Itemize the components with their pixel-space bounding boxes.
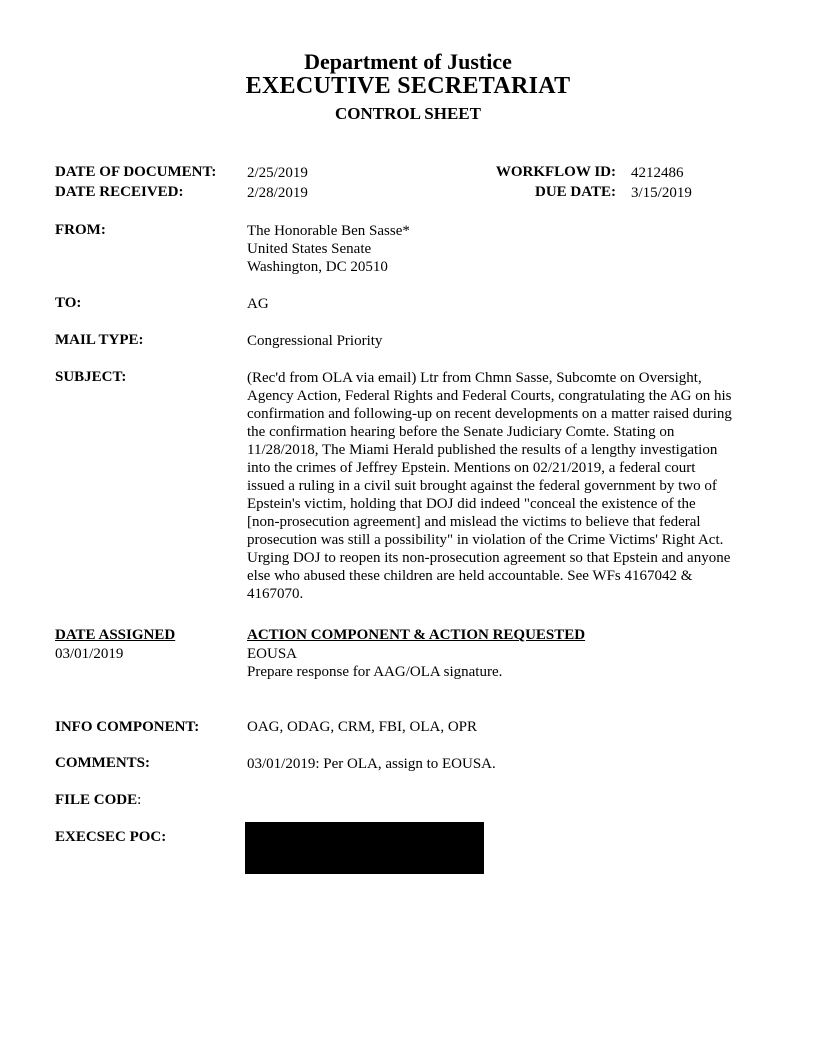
subject-label: SUBJECT: [55, 369, 127, 385]
sheet-title: CONTROL SHEET [335, 104, 481, 123]
subject-line: 4167070. [247, 586, 304, 602]
office-title: EXECUTIVE SECRETARIAT [245, 73, 571, 99]
from-address [247, 222, 410, 276]
subject-line: the confirmation hearing before the Senate Judiciary Comte. Stating on [247, 424, 675, 440]
date-received-value: 2/28/2019 [247, 185, 308, 201]
subject-line: issued a ruling in a civil suit brought against the federal government by two of [247, 478, 717, 494]
file-code-label: FILE CODE [55, 792, 138, 808]
to-value: AG [247, 296, 269, 312]
department-title: Department of Justice [304, 49, 512, 74]
subject-line: [non-prosecution agreement] and mislead the victims to believe that federal [247, 514, 701, 530]
workflow-id-label: WORKFLOW ID: [495, 164, 616, 180]
action-request: Prepare response for AAG/OLA signature. [247, 664, 503, 680]
mail-type-value: Congressional Priority [247, 333, 383, 349]
action-label: ACTION COMPONENT & ACTION REQUESTED [247, 627, 586, 643]
date-received-label: DATE RECEIVED: [55, 184, 184, 200]
subject-line: prosecution was still a possibility" in violation of the Crime Victims' Right Act. [247, 532, 724, 548]
from-label: FROM: [55, 222, 106, 238]
subject-line: Agency Action, Federal Rights and Federal Courts, congratulating the AG on his [247, 388, 732, 404]
redaction-box [245, 822, 484, 874]
subject-line: (Rec'd from OLA via email) Ltr from Chmn Sasse, Subcomte on Oversight, [247, 370, 702, 386]
info-component-label: INFO COMPONENT: [55, 719, 200, 735]
date-assigned-value: 03/01/2019 [55, 646, 124, 662]
subject-line: Urging DOJ to reopen its non-prosecution agreement so that Epstein and anyone [247, 550, 731, 566]
workflow-id-value: 4212486 [631, 165, 684, 181]
comments-value: 03/01/2019: Per OLA, assign to EOUSA. [247, 756, 496, 772]
from-line: United States Senate [247, 241, 372, 257]
date-of-document-label: DATE OF DOCUMENT: [55, 164, 217, 180]
subject-line: else who abused these children are held accountable. See WFs 4167042 & [247, 568, 693, 584]
file-code-colon: : [137, 792, 142, 808]
execsec-poc-label: EXECSEC POC: [55, 829, 167, 845]
file-code-label-wrapper [55, 791, 141, 810]
from-line: Washington, DC 20510 [247, 259, 388, 275]
info-component-value: OAG, ODAG, CRM, FBI, OLA, OPR [247, 719, 478, 735]
from-line: The Honorable Ben Sasse* [247, 223, 410, 239]
date-of-document-value: 2/25/2019 [247, 165, 308, 181]
mail-type-label: MAIL TYPE: [55, 332, 144, 348]
comments-label: COMMENTS: [55, 755, 150, 771]
subject-line: 11/28/2018, The Miami Herald published the results of a lengthy investigation [247, 442, 718, 458]
action-component: EOUSA [247, 646, 298, 662]
date-assigned-label: DATE ASSIGNED [55, 627, 176, 643]
subject-line: into the crimes of Jeffrey Epstein. Mentions on 02/21/2019, a federal court [247, 460, 696, 476]
subject-line: confirmation and following-up on recent developments on a matter raised during [247, 406, 732, 422]
subject-text [247, 369, 777, 603]
to-label: TO: [55, 295, 82, 311]
subject-line: Epstein's victim, holding that DOJ did indeed "conceal the existence of the [247, 496, 696, 512]
due-date-label: DUE DATE: [535, 184, 616, 200]
due-date-value: 3/15/2019 [631, 185, 692, 201]
